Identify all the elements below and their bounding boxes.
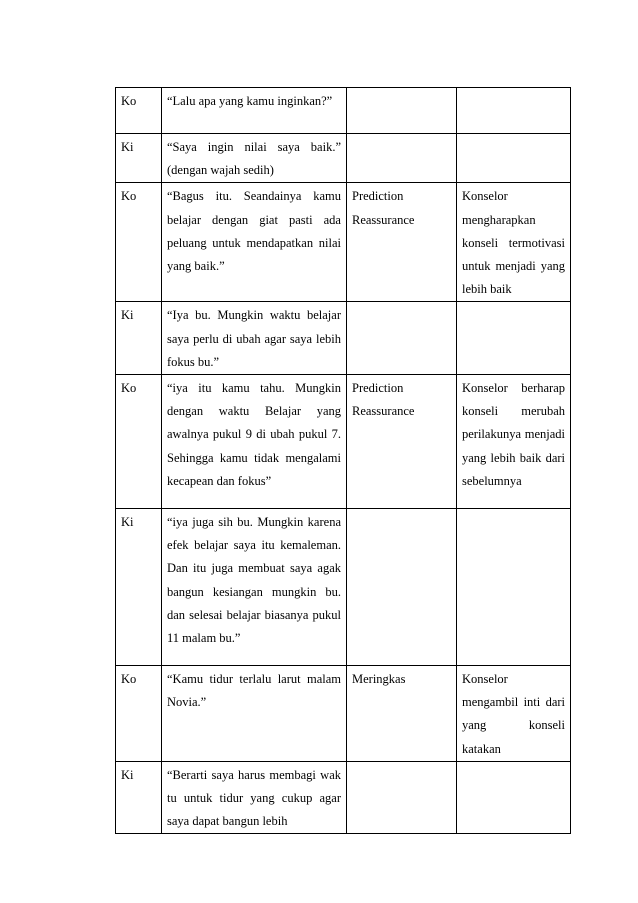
table-row [116, 375, 571, 509]
utterance-cell: “Berarti saya harus membagi wak tu untuk tidur yang cukup agar saya dapat bangun lebih [162, 761, 347, 834]
utterance-cell: “Bagus itu. Seandainya kamu belajar dengan giat pasti ada peluang untuk mendapatkan nilai yang baik.” [162, 183, 347, 302]
note-cell [457, 134, 571, 183]
speaker-cell: Ko [116, 666, 162, 762]
note-cell [457, 88, 571, 134]
technique-cell: Meringkas [347, 666, 457, 762]
utterance-cell: “Saya ingin nilai saya baik.” (dengan wajah sedih) [162, 134, 347, 183]
table-row [116, 509, 571, 666]
speaker-cell: Ko [116, 88, 162, 134]
table-row [116, 302, 571, 375]
utterance-cell: “iya itu kamu tahu. Mungkin dengan waktu Belajar yang awalnya pukul 9 di ubah pukul 7. Sehingga kamu tidak mengalami kecapean dan fokus” [162, 375, 347, 509]
note-cell: Konselor mengambil inti dari yang konseli katakan [457, 666, 571, 762]
table-row [116, 134, 571, 183]
counseling-transcript-table [115, 87, 571, 834]
table-row [116, 183, 571, 302]
technique-cell [347, 134, 457, 183]
technique-cell [347, 302, 457, 375]
note-cell: Konselor mengharapkan konseli termotivasi untuk menjadi yang lebih baik [457, 183, 571, 302]
utterance-cell: “iya juga sih bu. Mungkin karena efek belajar saya itu kemaleman. Dan itu juga membuat saya agak bangun kesiangan mungkin bu. dan selesai belajar biasanya pukul 11 malam bu.” [162, 509, 347, 666]
speaker-cell: Ki [116, 761, 162, 834]
technique-cell: Prediction Reassurance [347, 183, 457, 302]
table-row [116, 88, 571, 134]
table-row [116, 666, 571, 762]
speaker-cell: Ko [116, 375, 162, 509]
note-cell: Konselor berharap konseli merubah perilakunya menjadi yang lebih baik dari sebelumnya [457, 375, 571, 509]
utterance-cell: “Lalu apa yang kamu inginkan?” [162, 88, 347, 134]
technique-cell: Prediction Reassurance [347, 375, 457, 509]
technique-cell [347, 761, 457, 834]
technique-cell [347, 88, 457, 134]
utterance-cell: “Kamu tidur terlalu larut malam Novia.” [162, 666, 347, 762]
speaker-cell: Ki [116, 134, 162, 183]
note-cell [457, 302, 571, 375]
note-cell [457, 761, 571, 834]
note-cell [457, 509, 571, 666]
table-row [116, 761, 571, 834]
speaker-cell: Ko [116, 183, 162, 302]
speaker-cell: Ki [116, 509, 162, 666]
technique-cell [347, 509, 457, 666]
speaker-cell: Ki [116, 302, 162, 375]
utterance-cell: “Iya bu. Mungkin waktu belajar saya perlu di ubah agar saya lebih fokus bu.” [162, 302, 347, 375]
